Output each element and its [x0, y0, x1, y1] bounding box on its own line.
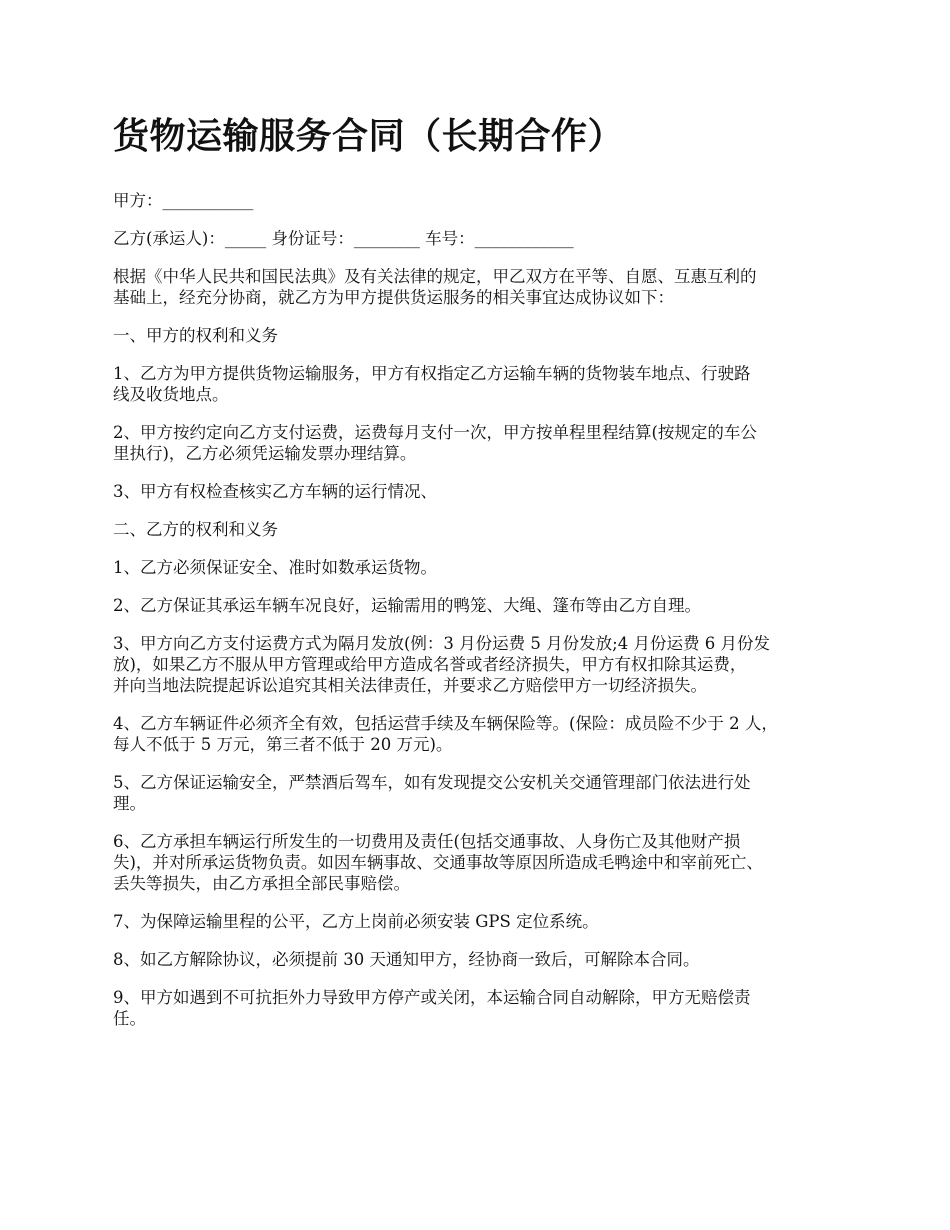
- section-b-heading: 二、乙方的权利和义务: [113, 520, 278, 539]
- document-title: 货物运输服务合同（长期合作）: [113, 115, 625, 157]
- section-b-item-1: [113, 557, 843, 578]
- clause-line: 并向当地法院提起诉讼追究其相关法律责任，并要求乙方赔偿甲方一切经济损失。: [113, 676, 707, 695]
- section-b-item-2: [113, 595, 843, 616]
- section-b-item-8: [113, 949, 843, 970]
- clause-line: 1、乙方必须保证安全、准时如数承运货物。: [113, 558, 437, 577]
- section-b-item-4: [113, 713, 843, 755]
- clause-line: 每人不低于 5 万元，第三者不低于 20 万元)。: [113, 735, 453, 754]
- clause-line: 2、乙方保证其承运车辆车况良好，运输需用的鸭笼、大绳、篷布等由乙方自理。: [113, 596, 701, 615]
- section-b-item-9: [113, 987, 843, 1029]
- section-b-item-5: [113, 772, 843, 814]
- preamble-paragraph: [113, 266, 843, 308]
- clause-line: 7、为保障运输里程的公平，乙方上岗前必须安装 GPS 定位系统。: [113, 912, 599, 931]
- clause-line: 理。: [113, 794, 146, 813]
- section-b-item-6: [113, 831, 843, 894]
- section-a-item-3: [113, 481, 843, 502]
- clause-line: 6、乙方承担车辆运行所发生的一切费用及责任(包括交通事故、人身伤亡及其他财产损: [113, 832, 741, 851]
- section-a-item-2: [113, 422, 843, 464]
- clause-line: 放)，如果乙方不服从甲方管理或给甲方造成名誉或者经济损失，甲方有权扣除其运费，: [113, 655, 747, 674]
- party-b-line: 乙方(承运人)：_____ 身份证号：________ 车号：____________: [113, 229, 574, 248]
- clause-line: 3、甲方向乙方支付运费方式为隔月发放(例：3 月份运费 5 月份发放;4 月份运费 6 月份发: [113, 634, 770, 653]
- preamble-line: 根据《中华人民共和国民法典》及有关法律的规定，甲乙双方在平等、自愿、互惠互利的: [113, 267, 757, 286]
- clause-line: 8、如乙方解除协议，必须提前 30 天通知甲方，经协商一致后，可解除本合同。: [113, 950, 700, 969]
- clause-line: 9、甲方如遇到不可抗拒外力导致甲方停产或关闭，本运输合同自动解除，甲方无赔偿责: [113, 988, 751, 1007]
- clause-line: 任。: [113, 1009, 146, 1028]
- clause-line: 里执行)，乙方必须凭运输发票办理结算。: [113, 444, 417, 463]
- clause-line: 2、甲方按约定向乙方支付运费，运费每月支付一次，甲方按单程里程结算(按规定的车公: [113, 423, 757, 442]
- clause-line: 3、甲方有权检查核实乙方车辆的运行情况、: [113, 482, 437, 501]
- section-a-heading: 一、甲方的权利和义务: [113, 326, 278, 345]
- clause-line: 线及收货地点。: [113, 385, 229, 404]
- clause-line: 5、乙方保证运输安全，严禁酒后驾车，如有发现提交公安机关交通管理部门依法进行处: [113, 773, 751, 792]
- clause-line: 1、乙方为甲方提供货物运输服务，甲方有权指定乙方运输车辆的货物装车地点、行驶路: [113, 364, 751, 383]
- party-a-line: 甲方：___________: [113, 191, 254, 210]
- contract-page: [113, 112, 843, 1046]
- section-b-item-7: [113, 911, 843, 932]
- clause-line: 失)，并对所承运货物负责。如因车辆事故、交通事故等原因所造成毛鸭途中和宰前死亡、: [113, 853, 763, 872]
- clause-line: 4、乙方车辆证件必须齐全有效，包括运营手续及车辆保险等。(保险：成员险不少于 2 人，: [113, 714, 778, 733]
- preamble-line: 基础上，经充分协商，就乙方为甲方提供货运服务的相关事宜达成协议如下：: [113, 288, 674, 307]
- section-b-item-3: [113, 633, 843, 696]
- clause-line: 丢失等损失，由乙方承担全部民事赔偿。: [113, 874, 410, 893]
- section-a-item-1: [113, 363, 843, 405]
